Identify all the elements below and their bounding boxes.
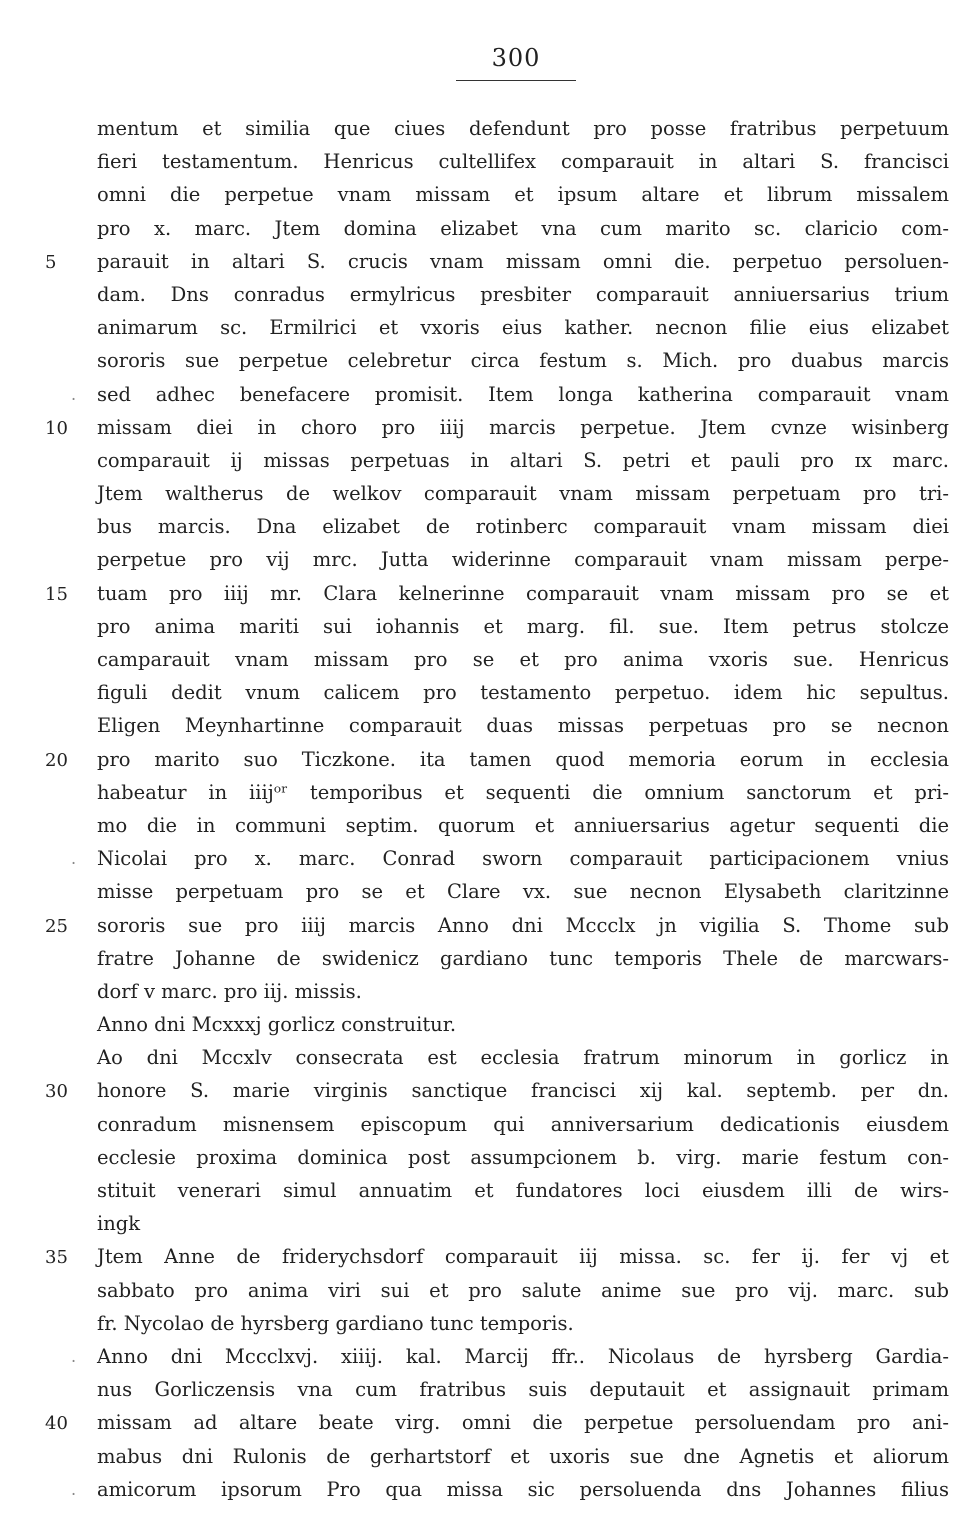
- line-text: tuam pro iiij mr. Clara kelnerinne comparauit vnam missam pro se et: [97, 581, 949, 605]
- line-text: missam diei in choro pro iiij marcis perpetue. Jtem cvnze wisinberg: [97, 415, 949, 439]
- text-line: [97, 1373, 949, 1406]
- line-text: omni die perpetue vnam missam et ipsum altare et librum missalem: [97, 183, 949, 207]
- text-line: [97, 1174, 949, 1207]
- text-line: [71, 1473, 949, 1506]
- line-text: figuli dedit vnum calicem pro testamento perpetuo. idem hic sepultus.: [97, 681, 949, 705]
- line-text: dorf v marc. pro iij. missis.: [97, 979, 362, 1003]
- text-line: [45, 1074, 949, 1107]
- line-text: Eligen Meynhartinne comparauit duas missas perpetuas pro se necnon: [97, 714, 949, 738]
- line-text: ecclesie proxima dominica post assumpcionem b. virg. marie festum con-: [97, 1145, 949, 1169]
- line-text: ingk: [97, 1212, 141, 1236]
- line-text: pro marito suo Ticzkone. ita tamen quod memoria eorum in ecclesia: [97, 747, 949, 771]
- line-text: conradum misnensem episcopum qui anniversarium dedicationis eiusdem: [97, 1112, 949, 1136]
- text-line: [45, 743, 949, 776]
- text-line: [97, 178, 949, 211]
- line-number: 15: [45, 583, 68, 605]
- text-line: [97, 676, 949, 709]
- text-line: [97, 1207, 949, 1240]
- text-line: [97, 278, 949, 311]
- line-text: sororis sue perpetue celebretur circa festum s. Mich. pro duabus marcis: [97, 349, 949, 373]
- line-text: fieri testamentum. Henricus cultellifex comparauit in altari S. francisci: [97, 150, 949, 174]
- text-line: [97, 975, 949, 1008]
- text-line: [97, 477, 949, 510]
- line-text: pro anima mariti sui iohannis et marg. fil. sue. Item petrus stolcze: [97, 614, 949, 638]
- text-line: [97, 311, 949, 344]
- text-line: [97, 543, 949, 576]
- text-line: [45, 909, 949, 942]
- text-line: [45, 577, 949, 610]
- text-line: [97, 709, 949, 742]
- line-text: pro x. marc. Jtem domina elizabet vna cum marito sc. claricio com-: [97, 216, 949, 240]
- line-text: Ao dni Mccxlv consecrata est ecclesia fratrum minorum in gorlicz in: [97, 1046, 949, 1070]
- line-text: sabbato pro anima viri sui et pro salute anime sue pro vij. marc. sub: [97, 1278, 949, 1302]
- line-text: honore S. marie virginis sanctique francisci xij kal. septemb. per dn.: [97, 1079, 949, 1103]
- text-line: [45, 245, 949, 278]
- text-line: [45, 1240, 949, 1273]
- line-text: comparauit ij missas perpetuas in altari S. petri et pauli pro ɪx marc.: [97, 448, 949, 472]
- text-line: [97, 610, 949, 643]
- text-line: [97, 444, 949, 477]
- line-number: 10: [45, 417, 68, 439]
- text-line: [71, 842, 949, 875]
- line-number: 5: [45, 251, 57, 273]
- page-number: 300: [491, 44, 541, 72]
- page-number-rule: [456, 80, 576, 81]
- line-text: animarum sc. Ermilrici et vxoris eius kather. necnon filie eius elizabet: [97, 316, 949, 340]
- margin-mark: .: [71, 1346, 77, 1366]
- line-text: parauit in altari S. crucis vnam missam omni die. perpetuo persoluen-: [97, 249, 949, 273]
- text-line: [97, 1307, 949, 1340]
- line-text: nus Gorliczensis vna cum fratribus suis deputauit et assignauit primam: [97, 1378, 949, 1402]
- line-text: amicorum ipsorum Pro qua missa sic persoluenda dns Johannes filius: [97, 1477, 949, 1501]
- text-line: [97, 1108, 949, 1141]
- body-text: [45, 112, 949, 1506]
- margin-mark: .: [71, 1479, 77, 1499]
- line-number: 20: [45, 749, 68, 771]
- text-line: [97, 643, 949, 676]
- text-line: [97, 344, 949, 377]
- text-line: [97, 942, 949, 975]
- line-text: habeatur in iiijᵒʳ temporibus et sequenti die omnium sanctorum et pri-: [97, 780, 949, 804]
- text-line: [97, 809, 949, 842]
- text-line: [97, 212, 949, 245]
- text-line: [71, 1340, 949, 1373]
- line-number: 25: [45, 915, 68, 937]
- line-text: mo die in communi septim. quorum et anniuersarius agetur sequenti die: [97, 813, 949, 837]
- line-text: misse perpetuam pro se et Clare vx. sue necnon Elysabeth claritzinne: [97, 880, 949, 904]
- line-text: mabus dni Rulonis de gerhartstorf et uxoris sue dne Agnetis et aliorum: [97, 1444, 949, 1468]
- text-line: [97, 1141, 949, 1174]
- text-line: [71, 378, 949, 411]
- text-line: [97, 112, 949, 145]
- text-line: [45, 1406, 949, 1439]
- line-text: fratre Johanne de swidenicz gardiano tunc temporis Thele de marcwars-: [97, 946, 949, 970]
- margin-mark: .: [71, 384, 77, 404]
- line-number: 30: [45, 1081, 68, 1103]
- text-line: [97, 1274, 949, 1307]
- text-line: [97, 1008, 949, 1041]
- line-number: 35: [45, 1247, 68, 1269]
- text-line: [97, 1440, 949, 1473]
- text-line: [45, 411, 949, 444]
- text-line: [97, 1041, 949, 1074]
- line-text: Anno dni Mccclxvj. xiiij. kal. Marcij ffr.. Nicolaus de hyrsberg Gardia-: [97, 1344, 949, 1368]
- text-line: [97, 776, 949, 809]
- line-number: 40: [45, 1413, 68, 1435]
- line-text: missam ad altare beate virg. omni die perpetue persoluendam pro ani-: [97, 1411, 949, 1435]
- line-text: sororis sue pro iiij marcis Anno dni Mccclx jn vigilia S. Thome sub: [97, 913, 949, 937]
- line-text: mentum et similia que ciues defendunt pro posse fratribus perpetuum: [97, 117, 949, 140]
- line-text: Anno dni Mcxxxj gorlicz construitur.: [97, 1013, 457, 1037]
- text-line: [97, 510, 949, 543]
- margin-mark: .: [71, 849, 77, 869]
- line-text: dam. Dns conradus ermylricus presbiter comparauit anniuersarius trium: [97, 282, 949, 306]
- line-text: Jtem Anne de friderychsdorf comparauit iij missa. sc. fer ij. fer vj et: [97, 1245, 949, 1269]
- line-text: Jtem waltherus de welkov comparauit vnam missam perpetuam pro tri-: [97, 482, 949, 506]
- line-text: fr. Nycolao de hyrsberg gardiano tunc temporis.: [97, 1311, 574, 1335]
- line-text: camparauit vnam missam pro se et pro anima vxoris sue. Henricus: [97, 648, 949, 671]
- line-text: stituit venerari simul annuatim et fundatores loci eiusdem illi de wirs-: [97, 1179, 949, 1202]
- line-text: bus marcis. Dna elizabet de rotinberc comparauit vnam missam diei: [97, 515, 949, 539]
- text-line: [97, 145, 949, 178]
- line-text: perpetue pro vij mrc. Jutta widerinne comparauit vnam missam perpe-: [97, 548, 949, 572]
- line-text: Nicolai pro x. marc. Conrad sworn comparauit participacionem vnius: [97, 847, 949, 871]
- text-line: [97, 875, 949, 908]
- line-text: sed adhec benefacere promisit. Item longa katherina comparauit vnam: [97, 382, 949, 406]
